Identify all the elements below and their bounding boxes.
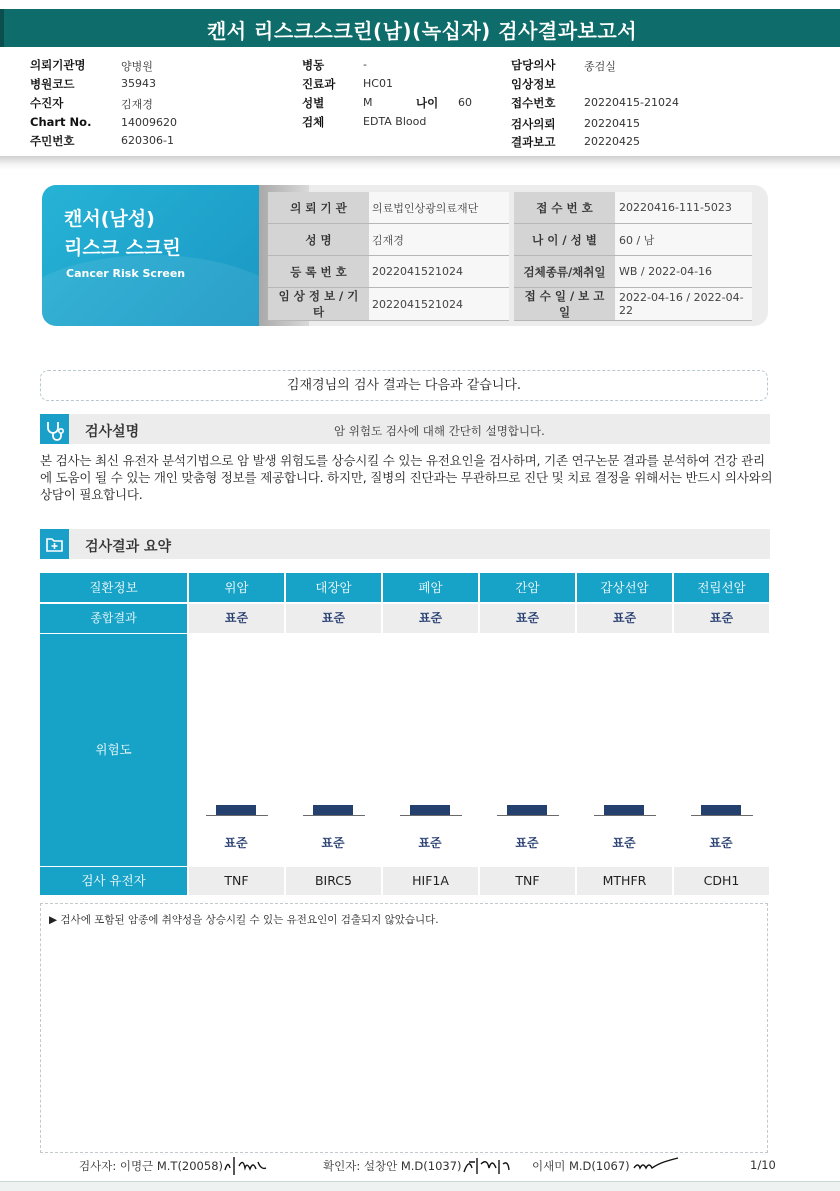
doctor-label: 담당의사 [511, 58, 556, 72]
hero-value: 2022-04-16 / 2022-04-22 [615, 288, 752, 321]
hospital-code-label: 병원코드 [30, 77, 75, 91]
risk-bar [313, 805, 353, 815]
examiner-signature [222, 1152, 270, 1178]
gene-name: MTHFR [577, 867, 672, 895]
gene-row-label: 검사 유전자 [40, 867, 187, 895]
hero-title [64, 205, 181, 263]
hero-info-table [268, 192, 752, 321]
specimen-label: 검체 [302, 115, 325, 129]
patient-value: 김재경 [121, 98, 153, 111]
resident-label: 주민번호 [30, 134, 75, 148]
confirmer2-signature [632, 1152, 680, 1178]
risk-baseline [691, 815, 753, 816]
risk-bar [701, 805, 741, 815]
gene-name: HIF1A [383, 867, 478, 895]
dept-value: HC01 [363, 77, 393, 90]
hero-key: 접 수 일 / 보 고 일 [514, 288, 615, 321]
overall-result: 표준 [480, 604, 575, 633]
folder-plus-icon [40, 529, 69, 559]
patient-label: 수진자 [30, 96, 64, 110]
hero-value: 20220416-111-5023 [615, 192, 752, 224]
age-label: 나이 [416, 96, 439, 110]
section-description-subtitle: 암 위험도 검사에 대해 간단히 설명합니다. [334, 424, 545, 438]
hero-key: 의 뢰 기 관 [268, 192, 369, 224]
sex-label: 성별 [302, 96, 325, 110]
risk-level-label: 표준 [515, 836, 539, 850]
stethoscope-icon [40, 414, 69, 444]
bottom-rule [0, 1181, 840, 1191]
disease-header: 전립선암 [674, 573, 769, 602]
hero-value: 2022041521024 [369, 256, 509, 288]
institution-label: 의뢰기관명 [30, 58, 86, 72]
accession-label: 접수번호 [511, 96, 556, 110]
header-divider [0, 156, 840, 170]
hero-key: 접 수 번 호 [514, 192, 615, 224]
clinical-label: 임상정보 [511, 77, 556, 91]
hospital-code-value: 35943 [121, 77, 156, 90]
report-date-value: 20220425 [584, 135, 640, 148]
risk-bar [604, 805, 644, 815]
hero-title-line1: 캔서(남성) [64, 208, 155, 230]
result-note-text: ▶ 검사에 포함된 암종에 취약성을 상승시킬 수 있는 유전요인이 검출되지 않았습니다. [49, 914, 439, 926]
confirmer-signature [461, 1152, 511, 1178]
dept-label: 진료과 [302, 77, 336, 91]
institution-value: 양병원 [121, 60, 153, 73]
risk-level-label: 표준 [224, 836, 248, 850]
hero-key: 등 록 번 호 [268, 256, 369, 288]
risk-level-label: 표준 [709, 836, 733, 850]
description-paragraph: 본 검사는 최신 유전자 분석기법으로 암 발생 위험도를 상승시킬 수 있는 유전요인을 검사하며, 기존 연구논문 결과를 분석하여 건강 관리에 도움이 될 수 있는 개인 맞춤형 정보를 제공합니다. 하지만, 질병의 진단과는 무관하므로 진단 및 치료 결정을 위해서는 반드시 의사와의 상담이 필요합니다. [40, 453, 773, 502]
hero-key: 나 이 / 성 별 [514, 224, 615, 256]
hero-value: 김재경 [369, 224, 509, 256]
disease-header: 폐암 [383, 573, 478, 602]
ward-label: 병동 [302, 58, 325, 72]
report-date-label: 결과보고 [511, 135, 556, 149]
accession-value: 20220415-21024 [584, 96, 679, 109]
hero-subtitle: Cancer Risk Screen [66, 267, 186, 280]
hero-panel [42, 185, 768, 326]
examiner-text: 검사자: 이명근 M.T(20058) [79, 1159, 223, 1173]
confirmer2-text: 이새미 M.D(1067) [532, 1159, 630, 1173]
section-description-header [40, 414, 770, 444]
risk-bar [507, 805, 547, 815]
gene-name: CDH1 [674, 867, 769, 895]
hero-key: 성 명 [268, 224, 369, 256]
overall-result: 표준 [189, 604, 284, 633]
hero-value: WB / 2022-04-16 [615, 256, 752, 288]
hero-row [268, 192, 752, 224]
request-value: 20220415 [584, 117, 640, 130]
hero-row [268, 288, 752, 321]
risk-row-label: 위험도 [40, 634, 187, 866]
overall-row-label: 종합결과 [40, 604, 187, 633]
risk-level-label: 표준 [418, 836, 442, 850]
gene-name: TNF [189, 867, 284, 895]
signature-footer [0, 1152, 840, 1180]
hero-value: 의료법인상광의료재단 [369, 192, 509, 224]
report-title: 캔서 리스크스크린(남)(녹십자) 검사결과보고서 [206, 19, 638, 43]
doctor-value: 종검실 [584, 60, 616, 73]
risk-baseline [594, 815, 656, 816]
section-description-title: 검사설명 [85, 424, 140, 440]
hero-row [268, 256, 752, 288]
chart-label: Chart No. [30, 115, 92, 129]
hero-value: 2022041521024 [369, 288, 509, 321]
overall-result: 표준 [286, 604, 381, 633]
risk-level-label: 표준 [321, 836, 345, 850]
patient-info-block [0, 52, 840, 152]
disease-header: 대장암 [286, 573, 381, 602]
section-summary-header [40, 529, 770, 559]
hero-row [268, 224, 752, 256]
section-summary-title: 검사결과 요약 [85, 539, 172, 555]
risk-baseline [497, 815, 559, 816]
chart-value: 14009620 [121, 116, 177, 129]
hero-value: 60 / 남 [615, 224, 752, 256]
greeting-banner: 김재경님의 검사 결과는 다음과 같습니다. [40, 370, 768, 401]
result-note-box [40, 903, 768, 1153]
disease-header-label: 질환정보 [40, 573, 187, 602]
page-number: 1/10 [750, 1158, 776, 1172]
hero-key: 검체종류/채취일 [514, 256, 615, 288]
overall-result: 표준 [674, 604, 769, 633]
confirmer-text: 확인자: 설창안 M.D(1037) [323, 1159, 462, 1173]
gene-name: BIRC5 [286, 867, 381, 895]
overall-result: 표준 [383, 604, 478, 633]
hero-title-line2: 리스크 스크린 [64, 237, 181, 259]
risk-bar [410, 805, 450, 815]
sex-value: M [363, 96, 373, 109]
specimen-value: EDTA Blood [363, 115, 427, 128]
request-label: 검사의뢰 [511, 117, 556, 131]
report-title-bar [0, 9, 840, 47]
age-value: 60 [458, 96, 472, 109]
gene-name: TNF [480, 867, 575, 895]
ward-value: - [363, 58, 367, 71]
risk-baseline [400, 815, 462, 816]
risk-baseline [206, 815, 268, 816]
overall-result: 표준 [577, 604, 672, 633]
risk-level-label: 표준 [612, 836, 636, 850]
disease-header: 간암 [480, 573, 575, 602]
disease-header: 갑상선암 [577, 573, 672, 602]
disease-header: 위암 [189, 573, 284, 602]
risk-bar [216, 805, 256, 815]
hero-key: 임 상 정 보 / 기 타 [268, 288, 369, 321]
risk-baseline [303, 815, 365, 816]
resident-value: 620306-1 [121, 134, 174, 147]
hero-banner [42, 185, 259, 326]
